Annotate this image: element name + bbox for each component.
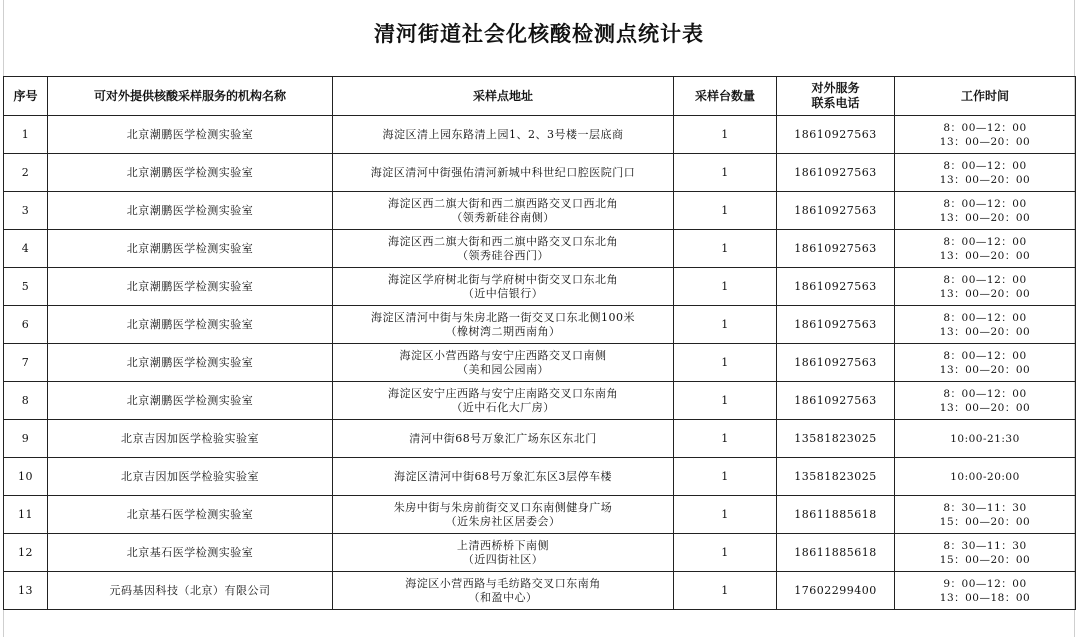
testing-sites-table xyxy=(3,76,1076,610)
row-hours-line: 13：00—20：00 xyxy=(939,249,1031,262)
row-hours-line: 8：00—12：00 xyxy=(943,311,1027,324)
row-hours xyxy=(895,420,1076,458)
row-count: 1 xyxy=(674,192,777,230)
row-address-line: 海淀区西二旗大街和西二旗中路交叉口东北角 xyxy=(388,234,618,248)
row-index: 12 xyxy=(4,534,48,572)
row-count: 1 xyxy=(674,496,777,534)
header-hours: 工作时间 xyxy=(895,77,1076,116)
row-address xyxy=(333,572,674,610)
row-address-line: 海淀区清河中街与朱房北路一街交叉口东北侧100米 xyxy=(371,310,635,324)
table-row xyxy=(4,344,1076,382)
row-hours xyxy=(895,230,1076,268)
row-address-line: 海淀区学府树北街与学府树中街交叉口东北角 xyxy=(388,272,618,286)
row-address xyxy=(333,306,674,344)
table-row xyxy=(4,306,1076,344)
row-hours-line: 8：00—12：00 xyxy=(943,387,1027,400)
table-row xyxy=(4,154,1076,192)
table-row xyxy=(4,572,1076,610)
row-hours xyxy=(895,268,1076,306)
row-org-name: 北京基石医学检测实验室 xyxy=(48,534,333,572)
row-hours-line: 9：00—12：00 xyxy=(943,577,1027,590)
table-row xyxy=(4,230,1076,268)
row-address-line: 朱房中街与朱房前街交叉口东南侧健身广场 xyxy=(393,500,613,514)
row-hours xyxy=(895,344,1076,382)
row-address-line: （和盈中心） xyxy=(468,590,538,604)
row-hours-line: 13：00—20：00 xyxy=(939,325,1031,338)
row-address xyxy=(333,154,674,192)
row-org-name: 北京潮鹏医学检测实验室 xyxy=(48,192,333,230)
row-org-name: 北京吉因加医学检验实验室 xyxy=(48,420,333,458)
row-count: 1 xyxy=(674,382,777,420)
row-index: 8 xyxy=(4,382,48,420)
header-phone-line2: 联系电话 xyxy=(811,96,860,110)
table-row xyxy=(4,534,1076,572)
row-address-line: 海淀区西二旗大街和西二旗西路交叉口西北角 xyxy=(388,196,618,210)
row-org-name: 北京潮鹏医学检测实验室 xyxy=(48,230,333,268)
row-hours-line: 15：00—20：00 xyxy=(939,515,1031,528)
row-address-line: （近中石化大厂房） xyxy=(451,400,555,414)
row-hours-line: 13：00—20：00 xyxy=(939,173,1031,186)
table-row xyxy=(4,420,1076,458)
row-hours-line: 8：00—12：00 xyxy=(943,159,1027,172)
header-phone-line1: 对外服务 xyxy=(811,81,860,95)
table-row xyxy=(4,496,1076,534)
row-phone: 13581823025 xyxy=(777,420,895,458)
row-org-name: 北京潮鹏医学检测实验室 xyxy=(48,116,333,154)
row-index: 13 xyxy=(4,572,48,610)
row-hours-line: 8：00—12：00 xyxy=(943,273,1027,286)
row-count: 1 xyxy=(674,116,777,154)
row-hours-line: 13：00—20：00 xyxy=(939,363,1031,376)
row-address xyxy=(333,534,674,572)
row-hours-line: 13：00—18：00 xyxy=(939,591,1031,604)
row-count: 1 xyxy=(674,534,777,572)
row-count: 1 xyxy=(674,344,777,382)
row-count: 1 xyxy=(674,420,777,458)
row-hours xyxy=(895,496,1076,534)
row-hours xyxy=(895,116,1076,154)
row-address-line: 海淀区清河中街68号万象汇东区3层停车楼 xyxy=(394,469,612,483)
row-org-name: 北京潮鹏医学检测实验室 xyxy=(48,382,333,420)
row-index: 11 xyxy=(4,496,48,534)
row-count: 1 xyxy=(674,306,777,344)
header-phone xyxy=(777,77,895,116)
row-address xyxy=(333,268,674,306)
row-hours-line: 8：00—12：00 xyxy=(943,197,1027,210)
row-address-line: （橡树湾二期西南角） xyxy=(445,324,561,338)
row-index: 5 xyxy=(4,268,48,306)
row-hours-line: 8：30—11：30 xyxy=(943,501,1027,514)
row-index: 1 xyxy=(4,116,48,154)
row-phone: 18610927563 xyxy=(777,192,895,230)
row-address xyxy=(333,116,674,154)
row-org-name: 元码基因科技（北京）有限公司 xyxy=(48,572,333,610)
row-phone: 18610927563 xyxy=(777,116,895,154)
row-hours-line: 8：00—12：00 xyxy=(943,349,1027,362)
row-hours-line: 15：00—20：00 xyxy=(939,553,1031,566)
row-index: 10 xyxy=(4,458,48,496)
table-row xyxy=(4,268,1076,306)
row-phone: 18610927563 xyxy=(777,382,895,420)
row-address xyxy=(333,344,674,382)
row-address xyxy=(333,192,674,230)
row-org-name: 北京潮鹏医学检测实验室 xyxy=(48,344,333,382)
row-address xyxy=(333,420,674,458)
row-index: 7 xyxy=(4,344,48,382)
row-phone: 18610927563 xyxy=(777,268,895,306)
row-phone: 18611885618 xyxy=(777,534,895,572)
table-row xyxy=(4,382,1076,420)
row-hours xyxy=(895,534,1076,572)
header-address: 采样点地址 xyxy=(333,77,674,116)
row-count: 1 xyxy=(674,230,777,268)
row-address-line: （近中信银行） xyxy=(462,286,544,300)
row-address-line: 海淀区安宁庄西路与安宁庄南路交叉口东南角 xyxy=(388,386,618,400)
row-address xyxy=(333,230,674,268)
row-count: 1 xyxy=(674,458,777,496)
row-hours-line: 10:00-20:00 xyxy=(950,470,1020,483)
table-row xyxy=(4,192,1076,230)
row-phone: 18610927563 xyxy=(777,306,895,344)
row-hours-line: 13：00—20：00 xyxy=(939,401,1031,414)
page-title: 清河街道社会化核酸检测点统计表 xyxy=(374,22,704,46)
table-header-row xyxy=(4,77,1076,116)
row-index: 9 xyxy=(4,420,48,458)
row-address xyxy=(333,382,674,420)
row-address-line: （近四街社区） xyxy=(462,552,544,566)
header-index: 序号 xyxy=(4,77,48,116)
row-address-line: 清河中街68号万象汇广场东区东北门 xyxy=(409,431,597,445)
row-address-line: 上清西桥桥下南侧 xyxy=(457,538,549,552)
row-phone: 18610927563 xyxy=(777,344,895,382)
row-hours-line: 10:00-21:30 xyxy=(950,432,1020,445)
row-org-name: 北京基石医学检测实验室 xyxy=(48,496,333,534)
row-phone: 18611885618 xyxy=(777,496,895,534)
row-address xyxy=(333,496,674,534)
row-hours xyxy=(895,154,1076,192)
row-phone: 13581823025 xyxy=(777,458,895,496)
row-address-line: 海淀区清河中街强佑清河新城中科世纪口腔医院门口 xyxy=(370,165,636,179)
row-org-name: 北京吉因加医学检验实验室 xyxy=(48,458,333,496)
row-org-name: 北京潮鹏医学检测实验室 xyxy=(48,306,333,344)
row-address xyxy=(333,458,674,496)
table-body xyxy=(4,116,1076,610)
row-hours xyxy=(895,382,1076,420)
table-row xyxy=(4,116,1076,154)
row-hours-line: 13：00—20：00 xyxy=(939,135,1031,148)
row-address-line: （领秀硅谷西门） xyxy=(457,248,549,262)
row-hours xyxy=(895,192,1076,230)
row-index: 3 xyxy=(4,192,48,230)
row-org-name: 北京潮鹏医学检测实验室 xyxy=(48,268,333,306)
row-hours-line: 13：00—20：00 xyxy=(939,211,1031,224)
row-org-name: 北京潮鹏医学检测实验室 xyxy=(48,154,333,192)
row-hours xyxy=(895,572,1076,610)
row-address-line: （美和园公园南） xyxy=(457,362,549,376)
row-phone: 18610927563 xyxy=(777,154,895,192)
row-hours-line: 8：00—12：00 xyxy=(943,235,1027,248)
row-count: 1 xyxy=(674,572,777,610)
row-count: 1 xyxy=(674,268,777,306)
row-address-line: 海淀区清上园东路清上园1、2、3号楼一层底商 xyxy=(382,127,624,141)
row-phone: 17602299400 xyxy=(777,572,895,610)
row-hours-line: 8：00—12：00 xyxy=(943,121,1027,134)
table-row xyxy=(4,458,1076,496)
row-hours xyxy=(895,306,1076,344)
row-hours-line: 8：30—11：30 xyxy=(943,539,1027,552)
row-hours xyxy=(895,458,1076,496)
row-address-line: 海淀区小营西路与安宁庄西路交叉口南侧 xyxy=(399,348,607,362)
row-count: 1 xyxy=(674,154,777,192)
row-index: 6 xyxy=(4,306,48,344)
row-hours-line: 13：00—20：00 xyxy=(939,287,1031,300)
row-phone: 18610927563 xyxy=(777,230,895,268)
row-address-line: 海淀区小营西路与毛纺路交叉口东南角 xyxy=(405,576,601,590)
row-address-line: （领秀新硅谷南侧） xyxy=(451,210,555,224)
row-index: 2 xyxy=(4,154,48,192)
header-org: 可对外提供核酸采样服务的机构名称 xyxy=(48,77,333,116)
row-address-line: （近朱房社区居委会） xyxy=(445,514,561,528)
header-count: 采样台数量 xyxy=(674,77,777,116)
row-index: 4 xyxy=(4,230,48,268)
